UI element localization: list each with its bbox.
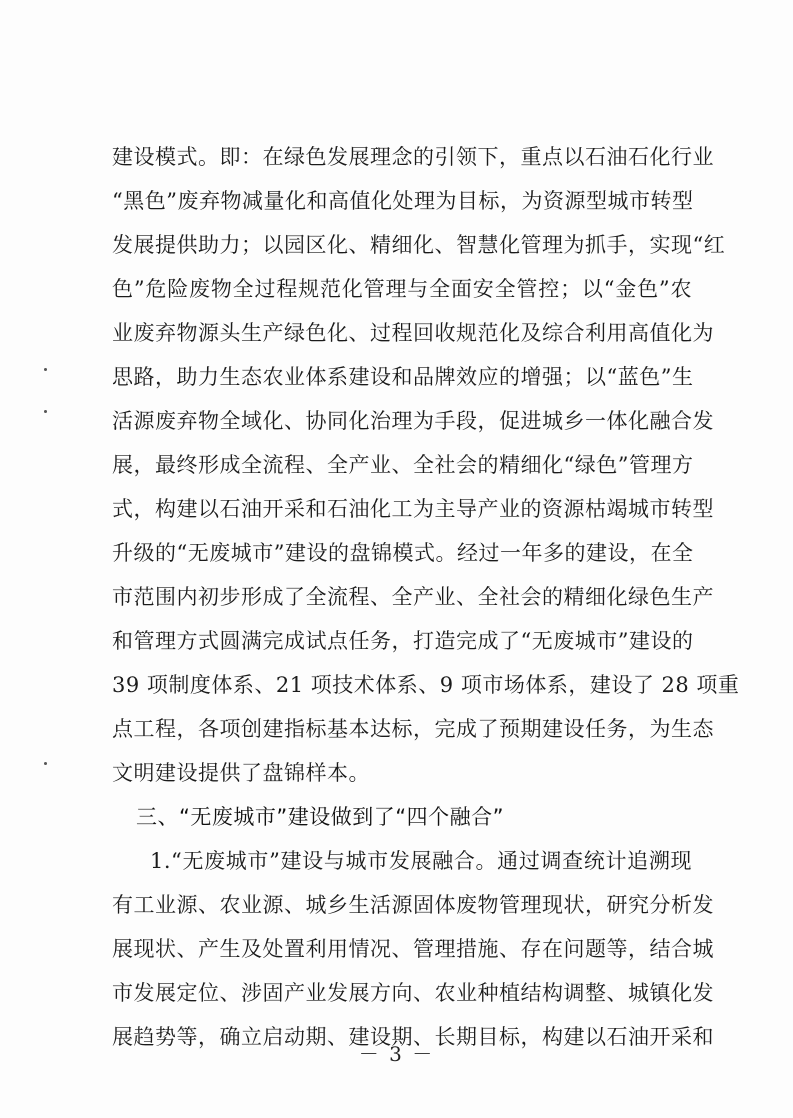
body-line: 展，最终形成全流程、全产业、全社会的精细化“绿色”管理方	[112, 453, 694, 477]
section-line: 有工业源、农业源、城乡生活源固体废物管理现状，研究分析发	[112, 893, 714, 917]
body-line: 39 项制度体系、21 项技术体系、9 项市场体系，建设了 28 项重	[112, 673, 740, 697]
section-line: 展现状、产生及处置利用情况、管理措施、存在问题等，结合城	[112, 937, 714, 961]
body-line: 业废弃物源头生产绿色化、过程回收规范化及综合利用高值化为	[112, 321, 714, 345]
section-line: 展趋势等，确立启动期、建设期、长期目标，构建以石油开采和	[112, 1025, 714, 1049]
page-number: － 3 －	[358, 1042, 435, 1066]
body-line: 思路，助力生态农业体系建设和品牌效应的增强；以“蓝色”生	[112, 365, 694, 389]
margin-dot	[44, 410, 47, 413]
body-line: “黑色”废弃物减量化和高值化处理为目标，为资源型城市转型	[112, 189, 694, 213]
body-line: 点工程，各项创建指标基本达标，完成了预期建设任务，为生态	[112, 717, 714, 741]
body-line: 升级的“无废城市”建设的盘锦模式。经过一年多的建设，在全	[112, 541, 694, 565]
body-line: 活源废弃物全域化、协同化治理为手段，促进城乡一体化融合发	[112, 409, 714, 433]
body-line: 市范围内初步形成了全流程、全产业、全社会的精细化绿色生产	[112, 585, 714, 609]
body-line: 发展提供助力；以园区化、精细化、智慧化管理为抓手，实现“红	[112, 233, 726, 257]
section-line: 1.“无废城市”建设与城市发展融合。通过调查统计追溯现	[150, 849, 692, 873]
body-line: 式，构建以石油开采和石油化工为主导产业的资源枯竭城市转型	[112, 497, 714, 521]
body-line: 文明建设提供了盘锦样本。	[112, 761, 370, 785]
body-line: 色”危险废物全过程规范化管理与全面安全管控；以“金色”农	[112, 277, 692, 301]
margin-dot	[44, 368, 47, 371]
section-line: 市发展定位、涉固产业发展方向、农业种植结构调整、城镇化发	[112, 981, 714, 1005]
body-line: 建设模式。即：在绿色发展理念的引领下，重点以石油石化行业	[112, 145, 714, 169]
body-line: 和管理方式圆满完成试点任务，打造完成了“无废城市”建设的	[112, 629, 694, 653]
margin-dot	[44, 762, 47, 765]
section-heading: 三、“无废城市”建设做到了“四个融合”	[136, 805, 505, 829]
